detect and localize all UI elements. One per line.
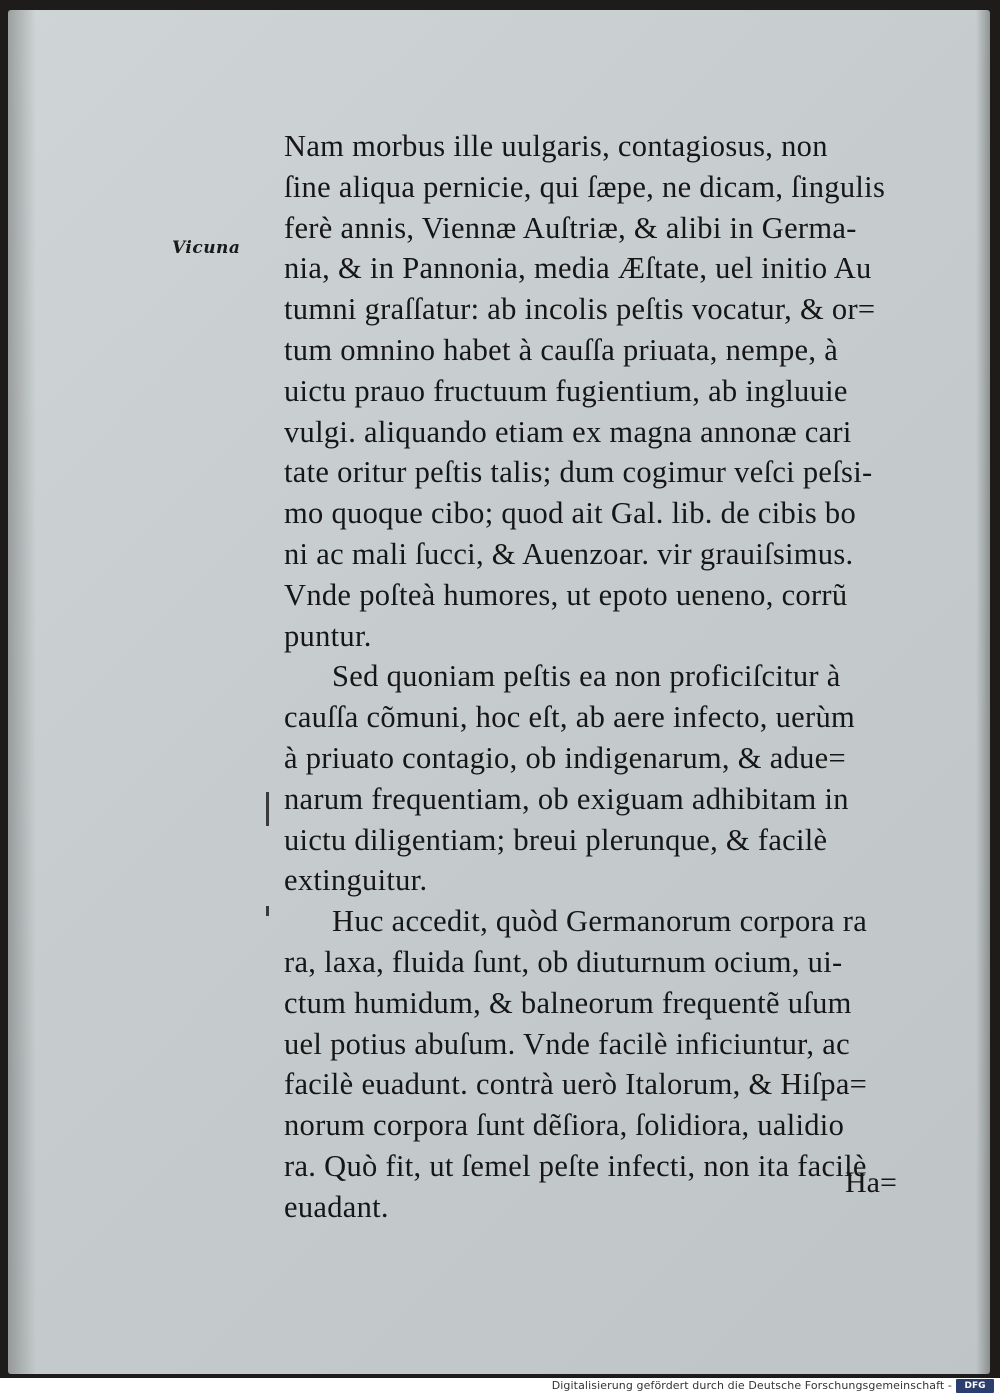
text-line: narum frequentiam, ob exiguam adhibitam in [284, 781, 849, 816]
text-line: tate oritur peſtis talis; dum cogimur veſci peſsi- [284, 455, 873, 490]
text-line: ctum humidum, & balneorum frequentẽ uſum [284, 985, 852, 1020]
margin-mark [266, 906, 269, 916]
text-line: vulgi. aliquando etiam ex magna annonæ cari [284, 414, 852, 449]
text-line: tum omnino habet à cauſſa priuata, nempe, à [284, 332, 839, 367]
text-line: nia, & in Pannonia, media Æſtate, uel initio Au [284, 251, 872, 286]
margin-mark [266, 792, 269, 826]
gutter-shadow [8, 10, 36, 1374]
text-line: facilè euadunt. contrà uerò Italorum, & Hiſpa= [284, 1067, 868, 1102]
text-line: Sed quoniam peſtis ea non proficiſcitur à [332, 659, 841, 694]
digitization-footer [0, 1378, 1000, 1395]
text-line: à priuato contagio, ob indigenarum, & adue= [284, 740, 847, 775]
text-line: mo quoque cibo; quod ait Gal. lib. de cibis bo [284, 496, 857, 531]
text-line: Nam morbus ille uulgaris, contagiosus, non [284, 129, 828, 163]
text-line: norum corpora ſunt dẽſiora, ſolidiora, ualidio [284, 1108, 845, 1143]
marginal-note: Vicuna [172, 238, 241, 258]
text-line: ferè annis, Viennæ Auſtriæ, & alibi in Germa- [284, 210, 857, 245]
dfg-logo: DFG [956, 1379, 994, 1393]
text-line: tumni graſſatur: ab incolis peſtis vocatur, & or= [284, 292, 876, 327]
text-line: cauſſa cõmuni, hoc eſt, ab aere infecto, uerùm [284, 700, 856, 735]
text-line: uictu prauo fructuum fugientium, ab ingluuie [284, 373, 848, 408]
body-text [284, 126, 934, 1228]
paragraph [284, 901, 934, 1227]
text-line: ra, laxa, fluida ſunt, ob diuturnum ocium, ui- [284, 944, 843, 979]
text-line: ſine aliqua pernicie, qui ſæpe, ne dicam, ſingulis [284, 169, 886, 204]
text-line: uel potius abuſum. Vnde facilè inficiuntur, ac [284, 1026, 850, 1061]
text-line: extinguitur. [284, 863, 428, 898]
text-line: ra. Quò fit, ut ſemel peſte infecti, non ita facilè [284, 1148, 867, 1183]
funding-credit: Digitalisierung gefördert durch die Deutsche Forschungsgemeinschaft - [551, 1379, 952, 1392]
paragraph [284, 656, 934, 901]
text-line: uictu diligentiam; breui plerunque, & facilè [284, 822, 828, 857]
edge-shadow [976, 10, 990, 1374]
text-line: euadant. [284, 1189, 389, 1224]
text-line: puntur. [284, 618, 372, 653]
text-line: ni ac mali ſucci, & Auenzoar. vir grauiſsimus. [284, 536, 854, 571]
text-line: Vnde poſteà humores, ut epoto ueneno, corrũ [284, 577, 848, 612]
text-line: Huc accedit, quòd Germanorum corpora ra [332, 904, 868, 939]
catchword: Ha= [845, 1166, 897, 1199]
paragraph [284, 126, 934, 656]
